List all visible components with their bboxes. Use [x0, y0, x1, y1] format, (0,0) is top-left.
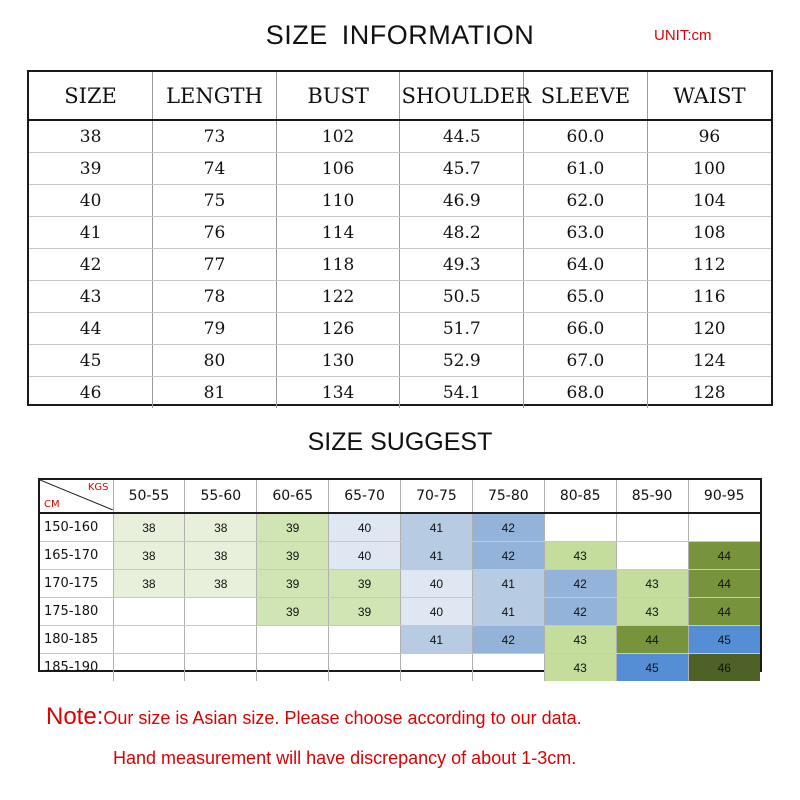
suggest-cell: 46 — [688, 654, 760, 682]
kgs-label: KGS — [87, 482, 109, 493]
size-table-row — [29, 217, 771, 249]
suggest-cell — [329, 654, 401, 682]
cell-sleeve: 64.0 — [524, 249, 648, 281]
suggest-cell — [113, 626, 185, 654]
cell-shoulder: 45.7 — [400, 153, 524, 185]
suggest-cell: 41 — [401, 513, 473, 542]
cell-size: 42 — [29, 249, 153, 281]
suggest-cell: 39 — [257, 570, 329, 598]
suggest-cell: 42 — [472, 513, 544, 542]
cell-bust: 106 — [276, 153, 400, 185]
header-size: SIZE — [29, 72, 153, 120]
cell-size: 44 — [29, 313, 153, 345]
suggest-row — [40, 626, 760, 654]
suggest-cell: 44 — [688, 570, 760, 598]
cell-size: 40 — [29, 185, 153, 217]
cell-length: 74 — [153, 153, 277, 185]
suggest-cell: 38 — [185, 542, 257, 570]
cell-sleeve: 60.0 — [524, 120, 648, 153]
header-sleeve: SLEEVE — [524, 72, 648, 120]
weight-header: 50-55 — [113, 480, 185, 513]
height-label: 180-185 — [40, 626, 113, 654]
cell-sleeve: 61.0 — [524, 153, 648, 185]
cell-waist: 96 — [647, 120, 771, 153]
size-table-row — [29, 120, 771, 153]
cell-size: 41 — [29, 217, 153, 249]
suggest-cell — [688, 513, 760, 542]
note-prefix: Note: — [46, 703, 104, 730]
height-label: 150-160 — [40, 513, 113, 542]
suggest-cell: 43 — [544, 542, 616, 570]
cell-sleeve: 68.0 — [524, 377, 648, 409]
suggest-cell: 44 — [616, 626, 688, 654]
suggest-cell: 43 — [544, 654, 616, 682]
suggest-cell: 38 — [185, 570, 257, 598]
suggest-cell: 40 — [329, 542, 401, 570]
note-line-1 — [46, 703, 800, 731]
suggest-cell: 39 — [329, 570, 401, 598]
suggest-cell — [616, 513, 688, 542]
size-table-row — [29, 345, 771, 377]
size-information-table — [27, 70, 773, 406]
suggest-cell: 42 — [472, 542, 544, 570]
cell-sleeve: 67.0 — [524, 345, 648, 377]
header-shoulder: SHOULDER — [400, 72, 524, 120]
suggest-cell: 43 — [616, 598, 688, 626]
weight-header: 70-75 — [401, 480, 473, 513]
cell-sleeve: 63.0 — [524, 217, 648, 249]
size-suggest-title: SIZE SUGGEST — [307, 428, 493, 456]
suggest-cell: 41 — [401, 626, 473, 654]
cell-shoulder: 49.3 — [400, 249, 524, 281]
weight-header: 85-90 — [616, 480, 688, 513]
suggest-cell: 45 — [616, 654, 688, 682]
weight-header: 90-95 — [688, 480, 760, 513]
cell-bust: 118 — [276, 249, 400, 281]
suggest-cell — [616, 542, 688, 570]
suggest-cell — [401, 654, 473, 682]
height-label: 165-170 — [40, 542, 113, 570]
weight-header: 80-85 — [544, 480, 616, 513]
cell-waist: 120 — [647, 313, 771, 345]
suggest-cell: 38 — [113, 542, 185, 570]
suggest-cell: 44 — [688, 542, 760, 570]
suggest-row — [40, 654, 760, 682]
cell-length: 76 — [153, 217, 277, 249]
suggest-cell — [113, 598, 185, 626]
suggest-row — [40, 598, 760, 626]
weight-header: 75-80 — [472, 480, 544, 513]
cell-size: 38 — [29, 120, 153, 153]
cell-length: 81 — [153, 377, 277, 409]
suggest-cell: 38 — [113, 570, 185, 598]
cell-shoulder: 44.5 — [400, 120, 524, 153]
cell-length: 80 — [153, 345, 277, 377]
cm-label: CM — [44, 499, 60, 510]
cell-waist: 104 — [647, 185, 771, 217]
suggest-cell: 39 — [329, 598, 401, 626]
cell-waist: 112 — [647, 249, 771, 281]
cell-waist: 128 — [693, 382, 726, 403]
suggest-cell: 44 — [688, 598, 760, 626]
header-length: LENGTH — [153, 72, 277, 120]
suggest-row — [40, 513, 760, 542]
suggest-cell: 41 — [472, 598, 544, 626]
cell-bust: 114 — [276, 217, 400, 249]
suggest-cell: 39 — [257, 598, 329, 626]
cell-shoulder: 48.2 — [400, 217, 524, 249]
cell-shoulder: 52.9 — [400, 345, 524, 377]
cell-shoulder: 54.1 — [400, 377, 524, 409]
suggest-cell: 42 — [472, 626, 544, 654]
cell-bust: 102 — [276, 120, 400, 153]
cell-waist: 108 — [647, 217, 771, 249]
size-table-row — [29, 377, 771, 409]
suggest-cell — [185, 598, 257, 626]
size-suggest-table — [38, 478, 762, 675]
suggest-cell — [544, 513, 616, 542]
suggest-cell — [113, 654, 185, 682]
size-table-row — [29, 153, 771, 185]
size-table-row — [29, 281, 771, 313]
weight-header: 55-60 — [185, 480, 257, 513]
height-label: 185-190 — [40, 654, 113, 682]
cell-bust: 130 — [276, 345, 400, 377]
header-bust: BUST — [276, 72, 400, 120]
cell-waist: 116 — [647, 281, 771, 313]
weight-header: 65-70 — [329, 480, 401, 513]
suggest-cell: 43 — [616, 570, 688, 598]
size-table-header-row — [29, 72, 771, 120]
size-information-title: SIZE INFORMATION — [265, 20, 535, 50]
header-waist: WAIST — [647, 72, 771, 120]
suggest-cell — [257, 654, 329, 682]
cell-size: 43 — [29, 281, 153, 313]
cell-bust: 110 — [276, 185, 400, 217]
suggest-row — [40, 570, 760, 598]
cell-length: 78 — [153, 281, 277, 313]
cell-sleeve: 66.0 — [524, 313, 648, 345]
suggest-cell: 40 — [329, 513, 401, 542]
note-line-2: Hand measurement will have discrepancy of about 1-3cm. — [113, 748, 577, 768]
cell-waist: 100 — [647, 153, 771, 185]
suggest-cell: 38 — [185, 513, 257, 542]
suggest-cell: 40 — [401, 598, 473, 626]
suggest-header-row — [40, 480, 760, 513]
cell-sleeve: 65.0 — [524, 281, 648, 313]
suggest-cell — [329, 626, 401, 654]
suggest-cell: 39 — [257, 542, 329, 570]
suggest-cell: 40 — [401, 570, 473, 598]
cell-length: 77 — [153, 249, 277, 281]
note-text-1: Our size is Asian size. Please choose according to our data. — [103, 708, 582, 728]
cell-length: 79 — [153, 313, 277, 345]
cell-bust: 126 — [276, 313, 400, 345]
height-label: 175-180 — [40, 598, 113, 626]
suggest-cell — [185, 626, 257, 654]
suggest-cell: 42 — [544, 598, 616, 626]
suggest-cell: 43 — [544, 626, 616, 654]
cell-size: 45 — [29, 345, 153, 377]
suggest-cell — [257, 626, 329, 654]
suggest-cell: 41 — [472, 570, 544, 598]
cell-length: 75 — [153, 185, 277, 217]
cell-bust: 134 — [276, 377, 400, 409]
suggest-cell: 42 — [544, 570, 616, 598]
cell-waist: 124 — [647, 345, 771, 377]
suggest-cell: 41 — [401, 542, 473, 570]
cell-shoulder: 51.7 — [400, 313, 524, 345]
cell-size: 46 — [29, 377, 153, 409]
suggest-cell: 38 — [113, 513, 185, 542]
size-table-row — [29, 313, 771, 345]
size-table-row — [29, 249, 771, 281]
height-label: 170-175 — [40, 570, 113, 598]
cell-shoulder: 46.9 — [400, 185, 524, 217]
suggest-cell — [472, 654, 544, 682]
suggest-row — [40, 542, 760, 570]
weight-header: 60-65 — [257, 480, 329, 513]
cell-shoulder: 50.5 — [400, 281, 524, 313]
cell-size: 39 — [29, 153, 153, 185]
corner-cell — [40, 480, 113, 513]
cell-bust: 122 — [276, 281, 400, 313]
size-table-row — [29, 185, 771, 217]
unit-label: UNIT:cm — [654, 27, 712, 44]
suggest-cell: 45 — [688, 626, 760, 654]
suggest-cell: 39 — [257, 513, 329, 542]
cell-length: 73 — [153, 120, 277, 153]
suggest-cell — [185, 654, 257, 682]
cell-sleeve: 62.0 — [524, 185, 648, 217]
